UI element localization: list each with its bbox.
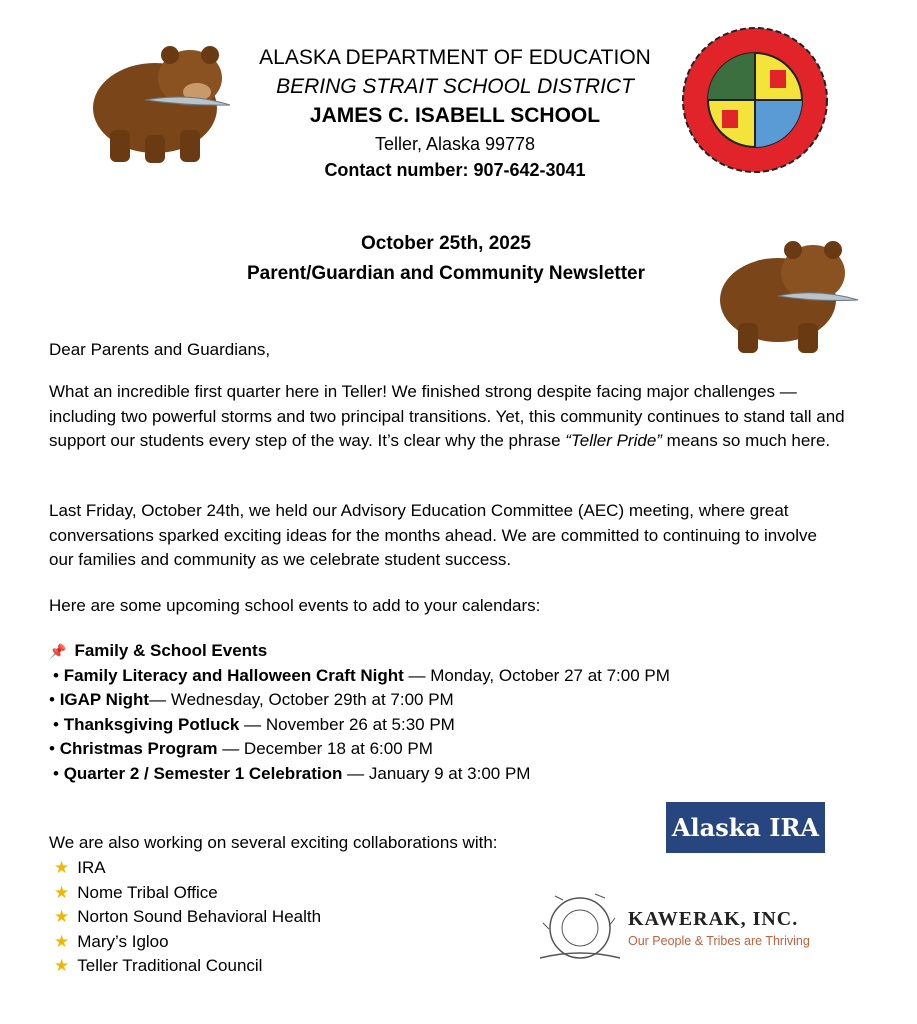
- event-item: • Thanksgiving Potluck — November 26 at 5:30 PM: [53, 714, 455, 734]
- collaboration-item: ★ Mary’s Igloo: [54, 931, 169, 951]
- header-location: Teller, Alaska 99778: [374, 134, 536, 154]
- kawerak-emblem-logo: [535, 888, 625, 968]
- star-icon: ★: [54, 907, 70, 927]
- collaborations-intro: We are also working on several exciting collaborations with:: [49, 833, 498, 852]
- kawerak-name: KAWERAK, INC.: [628, 908, 799, 930]
- paragraph-events-intro: Here are some upcoming school events to add to your calendars:: [49, 596, 541, 615]
- events-heading: 📌 Family & School Events: [49, 641, 268, 660]
- star-icon: ★: [54, 882, 70, 902]
- alaska-ira-logo: Alaska IRA: [666, 802, 825, 853]
- collaboration-item: ★ IRA: [54, 858, 106, 877]
- star-icon: ★: [54, 931, 70, 951]
- header-department: ALASKA DEPARTMENT OF EDUCATION: [259, 46, 651, 69]
- header-contact: Contact number: 907-642-3041: [324, 160, 586, 180]
- kawerak-tagline: Our People & Tribes are Thriving: [628, 934, 810, 948]
- collaboration-item: ★ Nome Tribal Office: [54, 882, 218, 902]
- header-district: BERING STRAIT SCHOOL DISTRICT: [276, 75, 634, 98]
- star-icon: ★: [54, 956, 70, 976]
- event-item: • Christmas Program — December 18 at 6:00 PM: [49, 739, 433, 759]
- district-seal-logo: [680, 25, 830, 175]
- events-section: [49, 639, 849, 787]
- pushpin-icon: 📌: [49, 643, 67, 659]
- event-item: • IGAP Night— Wednesday, October 29th at 7:00 PM: [49, 690, 454, 710]
- star-icon: ★: [54, 858, 70, 877]
- paragraph-aec: Last Friday, October 24th, we held our Advisory Education Committee (AEC) meeting, where great conversations sparked exciting ideas for the months ahead. We are committed to continuing to involve our families and community as we celebrate student success.: [49, 501, 817, 569]
- header-school: JAMES C. ISABELL SCHOOL: [309, 104, 601, 127]
- bear-mascot-image: [85, 30, 235, 170]
- event-item: • Family Literacy and Halloween Craft Night — Monday, October 27 at 7:00 PM: [53, 665, 670, 685]
- collaboration-item: ★ Teller Traditional Council: [54, 956, 263, 976]
- collaboration-item: ★ Norton Sound Behavioral Health: [54, 907, 322, 927]
- newsletter-date: October 25th, 2025: [360, 233, 532, 254]
- event-item: • Quarter 2 / Semester 1 Celebration — January 9 at 3:00 PM: [53, 763, 531, 783]
- greeting: Dear Parents and Guardians,: [49, 340, 271, 359]
- newsletter-title: Parent/Guardian and Community Newsletter: [246, 263, 646, 284]
- paragraph-intro: What an incredible first quarter here in Teller! We finished strong despite facing major challenges — including two powerful storms and two principal transitions. Yet, this community continues to stand tall and support our students every step of the way. It’s clear why the phrase “Teller Pride” means so much here.: [49, 382, 845, 450]
